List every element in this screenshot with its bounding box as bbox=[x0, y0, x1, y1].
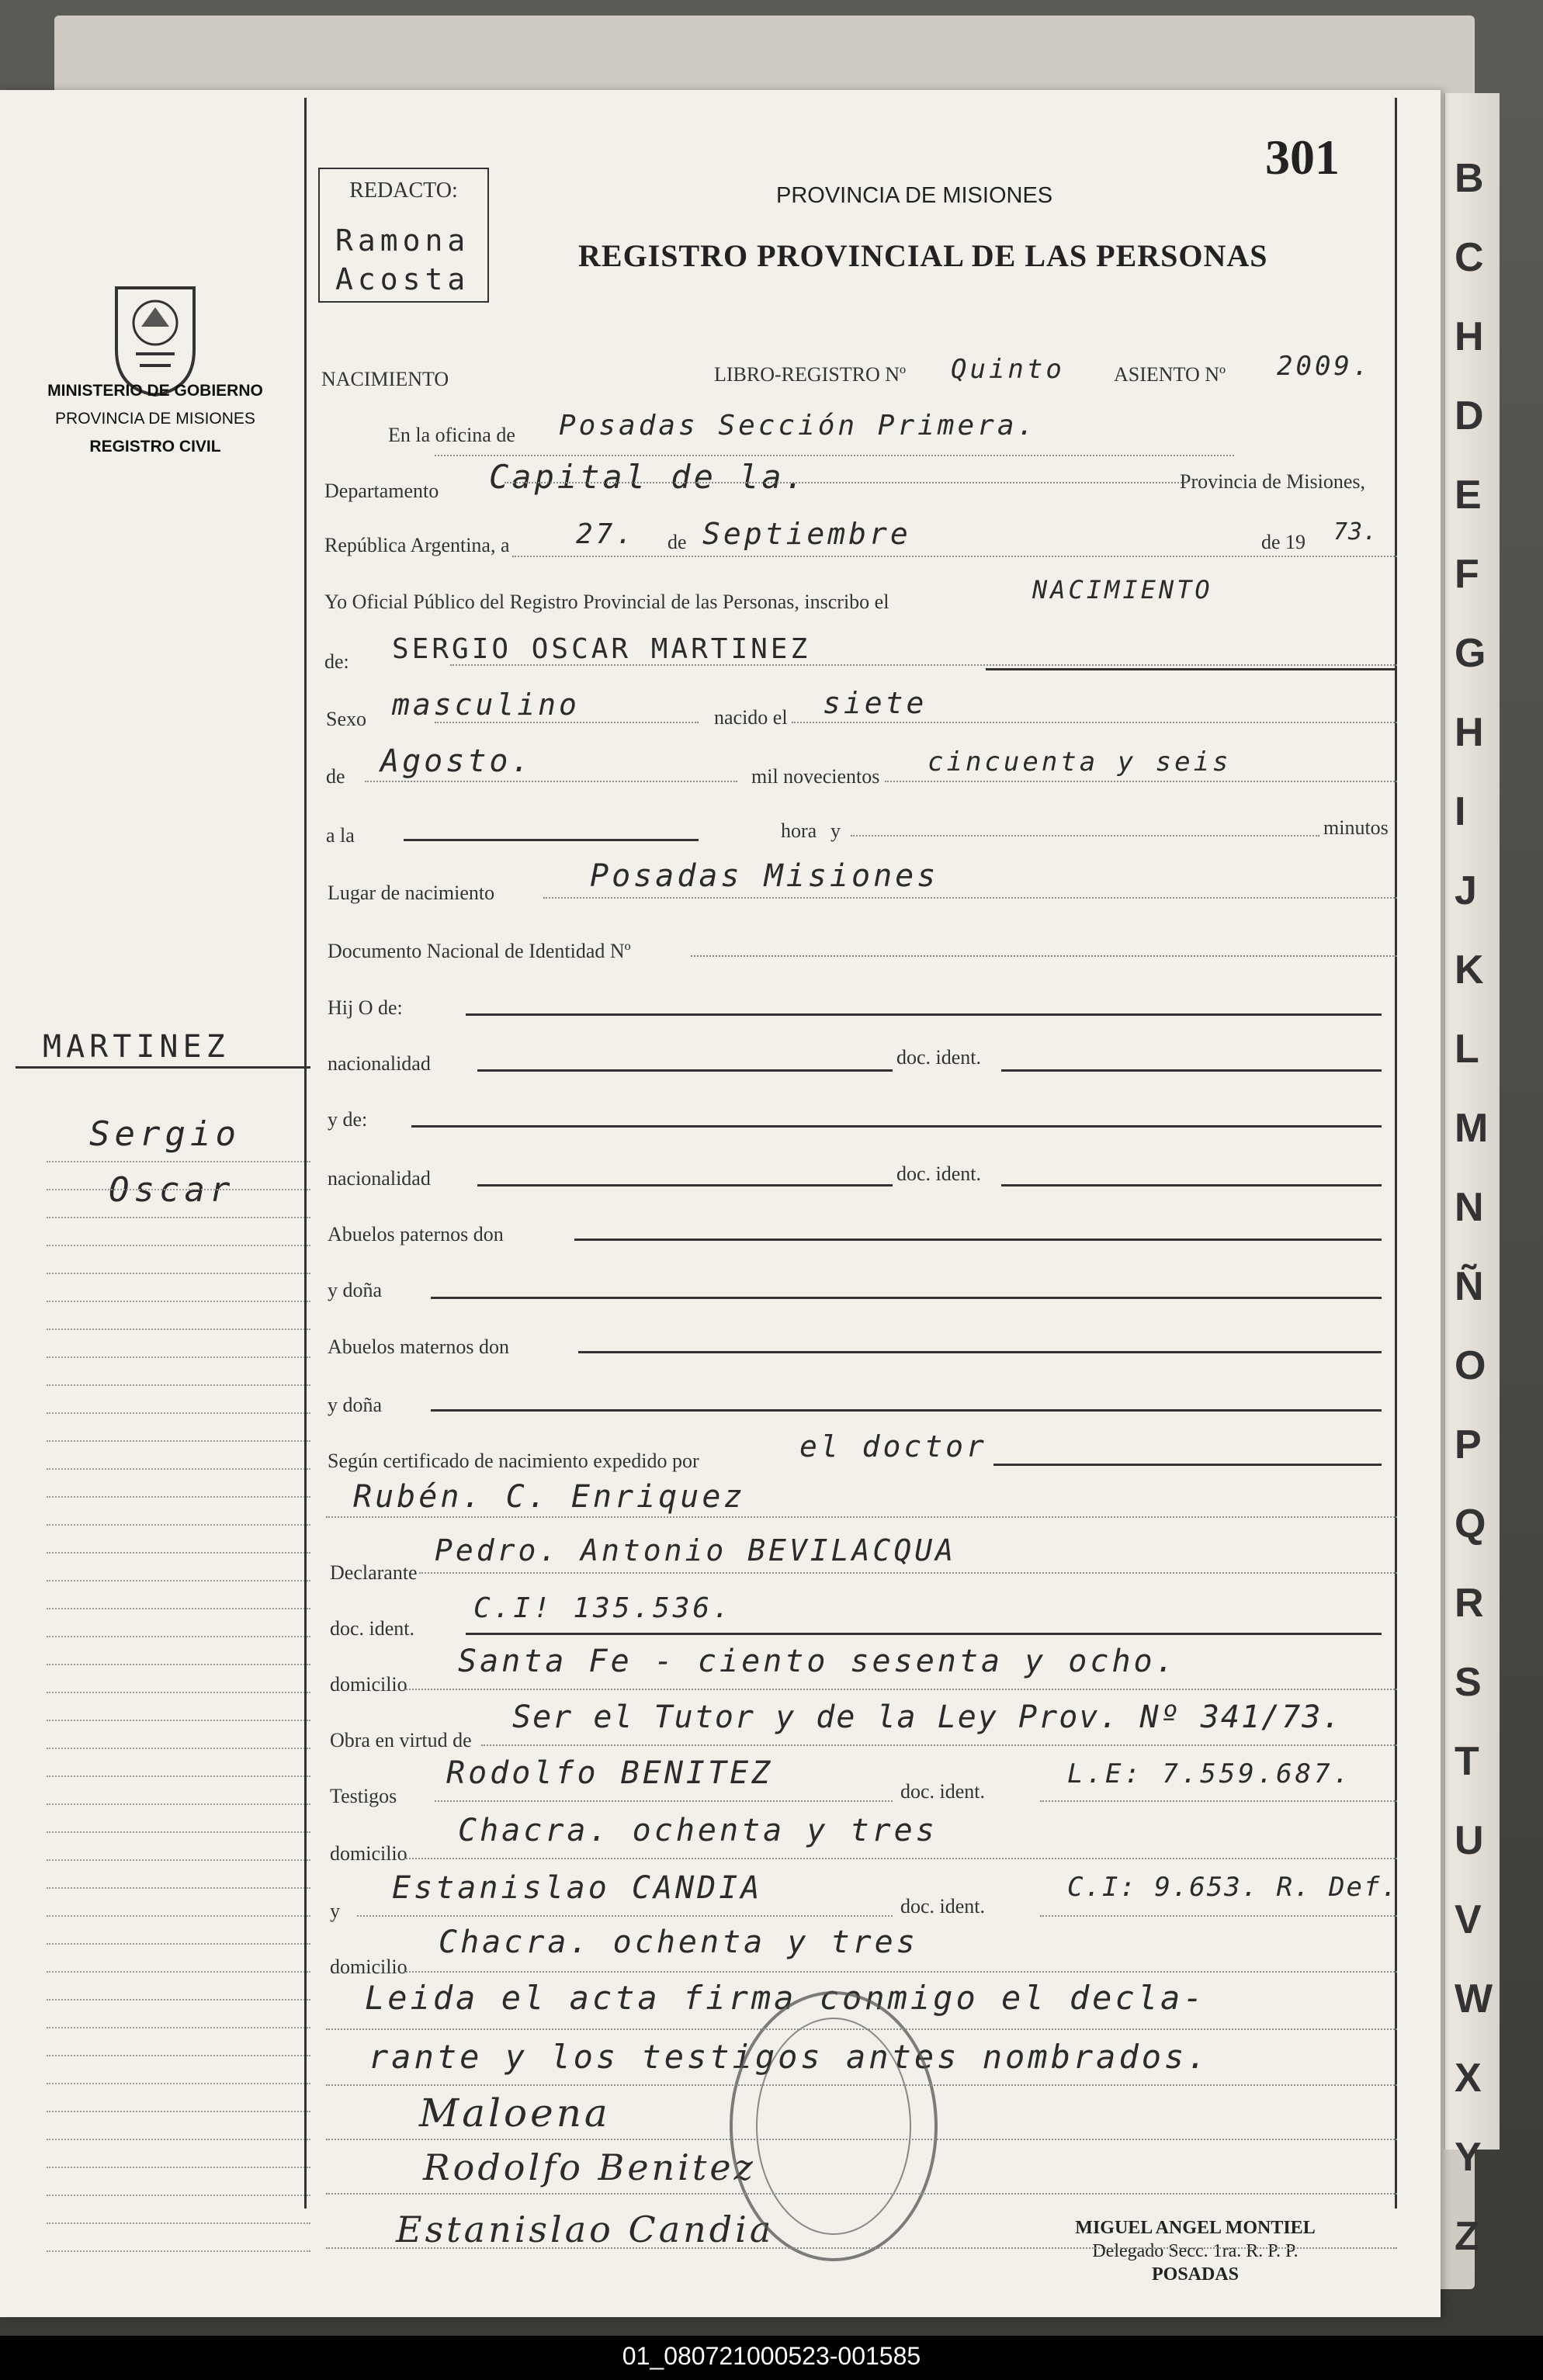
index-tab: P bbox=[1455, 1422, 1482, 1467]
form-rule-line bbox=[986, 668, 1397, 670]
index-tab: L bbox=[1455, 1027, 1479, 1072]
oficina-value: Posadas Sección Primera. bbox=[559, 410, 1038, 442]
doc-ident-label-1: doc. ident. bbox=[896, 1046, 982, 1069]
nacionalidad-label-2: nacionalidad bbox=[328, 1167, 431, 1190]
margin-rule-line bbox=[47, 1971, 310, 1973]
form-rule-line bbox=[326, 2139, 1397, 2140]
margin-rule-line bbox=[47, 2111, 310, 2112]
domicilio-label-1: domicilio bbox=[330, 1673, 407, 1696]
index-tab: Z bbox=[1455, 2214, 1479, 2259]
asiento-label: ASIENTO Nº bbox=[1114, 363, 1226, 386]
form-rule-line bbox=[851, 835, 1319, 837]
index-tab: B bbox=[1455, 156, 1484, 201]
index-tab: C bbox=[1455, 235, 1484, 280]
footer-bar bbox=[0, 2336, 1543, 2380]
form-rule-line bbox=[1040, 1800, 1397, 1802]
declarante-doc: C.I! 135.536. bbox=[473, 1592, 733, 1624]
testigos-label: Testigos bbox=[330, 1785, 397, 1807]
official-name: MIGUEL ANGEL MONTIEL bbox=[1075, 2218, 1316, 2238]
index-tab: R bbox=[1455, 1581, 1484, 1626]
index-tab: U bbox=[1455, 1818, 1484, 1863]
index-tab: V bbox=[1455, 1897, 1482, 1942]
month-value: Septiembre bbox=[702, 517, 911, 551]
margin-rule-line bbox=[47, 2083, 310, 2084]
margin-rule-line bbox=[47, 1356, 310, 1358]
ydona-label-1: y doña bbox=[328, 1279, 383, 1301]
form-rule-line bbox=[435, 722, 699, 723]
index-tab: J bbox=[1455, 868, 1477, 913]
official-block bbox=[1032, 2216, 1358, 2286]
day-value: 27. bbox=[576, 518, 636, 550]
signature-declarante: Maloena bbox=[419, 2091, 611, 2136]
margin-rule-line bbox=[47, 2167, 310, 2168]
form-rule-line bbox=[481, 1744, 1397, 1746]
form-rule-line bbox=[435, 1800, 893, 1802]
margin-rule-line bbox=[47, 1329, 310, 1330]
form-rule-line bbox=[411, 1125, 1382, 1128]
departamento-value: Capital de la. bbox=[489, 458, 808, 496]
act-type-label: NACIMIENTO bbox=[321, 368, 449, 390]
form-rule-line bbox=[419, 1572, 1397, 1574]
registered-name: SERGIO OSCAR MARTINEZ bbox=[392, 633, 811, 665]
domicilio-label-3: domicilio bbox=[330, 1956, 407, 1978]
obra-label: Obra en virtud de bbox=[330, 1729, 472, 1751]
redacto-label: REDACTO: bbox=[349, 178, 458, 203]
form-rule-line bbox=[543, 897, 1397, 899]
form-rule-line bbox=[404, 1971, 1397, 1973]
form-rule-line bbox=[357, 1915, 893, 1917]
margin-rule-line bbox=[47, 1412, 310, 1414]
domicilio-label-2: domicilio bbox=[330, 1842, 407, 1865]
doc-ident-label-3: doc. ident. bbox=[330, 1617, 415, 1640]
hijo-label: Hij O de: bbox=[328, 996, 403, 1019]
index-tab: N bbox=[1455, 1185, 1484, 1230]
margin-rule-line bbox=[47, 1748, 310, 1749]
index-tab: M bbox=[1455, 1106, 1489, 1151]
margin-rule-line bbox=[47, 2027, 310, 2028]
form-rule-line bbox=[578, 1351, 1382, 1353]
margin-rule-line bbox=[47, 1831, 310, 1833]
index-tab: X bbox=[1455, 2056, 1482, 2101]
margin-rule-line bbox=[47, 1301, 310, 1302]
index-tab: D bbox=[1455, 393, 1484, 438]
lugar-value: Posadas Misiones bbox=[590, 858, 939, 894]
declarante-value: Pedro. Antonio BEVILACQUA bbox=[435, 1533, 956, 1568]
republica-label: República Argentina, a bbox=[324, 534, 510, 556]
libro-label: LIBRO-REGISTRO Nº bbox=[714, 363, 907, 386]
nacido-value: siete bbox=[823, 686, 928, 720]
abuelos-maternos-label: Abuelos maternos don bbox=[328, 1336, 509, 1358]
month2-value: Agosto. bbox=[380, 743, 533, 779]
form-rule-line bbox=[365, 781, 737, 782]
margin-rule-line bbox=[47, 1580, 310, 1581]
form-rule-line bbox=[466, 1013, 1382, 1016]
redacto-name-2: Acosta bbox=[335, 262, 470, 296]
domicilio-value-3: Chacra. ochenta y tres bbox=[439, 1924, 918, 1960]
official-city: POSADAS bbox=[1151, 2264, 1240, 2285]
form-rule-line bbox=[326, 2247, 1397, 2249]
signature-testigo-1: Rodolfo Benitez bbox=[423, 2146, 756, 2188]
redacto-name-1: Ramona bbox=[335, 223, 470, 258]
form-rule-line bbox=[404, 1689, 1397, 1690]
margin-rule-line bbox=[47, 1245, 310, 1246]
form-rule-line bbox=[326, 2028, 1397, 2030]
margin-given-name-2: Oscar bbox=[109, 1170, 235, 1210]
ministry-heading bbox=[16, 377, 295, 461]
margin-rule-line bbox=[47, 2195, 310, 2196]
form-rule-line bbox=[993, 1464, 1382, 1466]
index-tab: H bbox=[1455, 710, 1484, 755]
sexo-label: Sexo bbox=[326, 708, 366, 730]
margin-rule-line bbox=[47, 1524, 310, 1526]
hora-label: hora bbox=[781, 819, 817, 842]
oficina-label: En la oficina de bbox=[388, 424, 515, 446]
margin-rule-line bbox=[47, 1859, 310, 1861]
index-tab: G bbox=[1455, 631, 1486, 676]
form-rule-line bbox=[326, 2193, 1397, 2195]
domicilio-value-2: Chacra. ochenta y tres bbox=[458, 1813, 938, 1848]
de-name-label: de: bbox=[324, 650, 349, 673]
libro-value: Quinto bbox=[951, 354, 1065, 385]
index-tab: E bbox=[1455, 473, 1482, 518]
year-value: 73. bbox=[1333, 518, 1378, 546]
margin-given-name-1: Sergio bbox=[89, 1114, 241, 1154]
form-rule-line bbox=[404, 1858, 1397, 1859]
official-stamp bbox=[730, 1991, 938, 2261]
declarante-label: Declarante bbox=[330, 1561, 418, 1584]
index-tab: Q bbox=[1455, 1502, 1486, 1547]
margin-rule-line bbox=[47, 1552, 310, 1554]
official-role: Delegado Secc. 1ra. R. P. P. bbox=[1092, 2241, 1299, 2261]
doc-ident-label-4: doc. ident. bbox=[900, 1780, 986, 1803]
ala-label: a la bbox=[326, 824, 355, 847]
margin-rule-line bbox=[47, 1999, 310, 2001]
documento-label: Documento Nacional de Identidad Nº bbox=[328, 940, 631, 962]
margin-rule-line bbox=[47, 1496, 310, 1498]
index-tab: Ñ bbox=[1455, 1264, 1484, 1309]
lugar-label: Lugar de nacimiento bbox=[328, 882, 495, 904]
margin-rule-line bbox=[47, 1468, 310, 1470]
sexo-value: masculino bbox=[392, 688, 580, 722]
y2-label: y bbox=[330, 1900, 340, 1922]
ministry-line-3: REGISTRO CIVIL bbox=[89, 438, 221, 456]
margin-rule-line bbox=[47, 1943, 310, 1945]
form-rule-line bbox=[512, 556, 1397, 557]
margin-rule-left bbox=[304, 98, 307, 2209]
margin-rule-line bbox=[47, 2055, 310, 2056]
margin-rule-line bbox=[47, 1692, 310, 1693]
form-rule-line bbox=[1001, 1184, 1382, 1187]
registry-title: REGISTRO PROVINCIAL DE LAS PERSONAS bbox=[578, 238, 1268, 273]
form-rule-line bbox=[404, 839, 699, 841]
index-tab: K bbox=[1455, 947, 1484, 993]
mil-label: mil novecientos bbox=[751, 765, 880, 788]
redacto-box bbox=[318, 168, 489, 303]
page-number: 301 bbox=[1265, 130, 1340, 185]
margin-rule-line bbox=[47, 1273, 310, 1274]
obra-value: Ser el Tutor y de la Ley Prov. Nº 341/73. bbox=[512, 1699, 1343, 1735]
nacido-label: nacido el bbox=[714, 706, 788, 729]
form-rule-line bbox=[326, 1516, 1397, 1518]
de-label: de bbox=[667, 531, 687, 553]
yde-label: y de: bbox=[328, 1108, 368, 1131]
index-tabs bbox=[1444, 93, 1500, 2259]
margin-rule-line bbox=[47, 1664, 310, 1665]
left-margin-column bbox=[0, 90, 310, 2317]
testigo2-value: Estanislao CANDIA bbox=[392, 1870, 763, 1906]
margin-rule-line bbox=[47, 1915, 310, 1917]
form-rule-line bbox=[1001, 1069, 1382, 1072]
closing-line-1: Leida el acta firma conmigo el decla- bbox=[365, 1979, 1206, 2017]
yo-oficial-text: Yo Oficial Público del Registro Provincial de las Personas, inscribo el bbox=[324, 591, 889, 613]
margin-rule-line bbox=[47, 1384, 310, 1386]
nacionalidad-label-1: nacionalidad bbox=[328, 1052, 431, 1075]
margin-rule-line bbox=[47, 1636, 310, 1637]
margin-rule-line bbox=[47, 1161, 310, 1162]
margin-surname: MARTINEZ bbox=[43, 1029, 230, 1065]
form-rule-line bbox=[431, 1297, 1382, 1299]
inscribo-value: NACIMIENTO bbox=[1032, 575, 1213, 605]
departamento-label: Departamento bbox=[324, 480, 439, 502]
doctor-value: Rubén. C. Enriquez bbox=[353, 1479, 746, 1515]
form-rule-line bbox=[435, 455, 1234, 456]
testigo1-doc: L.E: 7.559.687. bbox=[1067, 1758, 1353, 1789]
form-rule-line bbox=[885, 781, 1397, 782]
form-rule-line bbox=[466, 1633, 1382, 1635]
margin-rule-line bbox=[47, 1189, 310, 1190]
margin-rule-line bbox=[47, 1887, 310, 1889]
margin-rule-line bbox=[47, 1720, 310, 1721]
margin-rule-line bbox=[47, 2250, 310, 2252]
mil-value: cincuenta y seis bbox=[928, 747, 1232, 778]
form-rule-line bbox=[326, 2084, 1397, 2086]
province-heading: PROVINCIA DE MISIONES bbox=[776, 183, 1053, 208]
doc-ident-label-2: doc. ident. bbox=[896, 1162, 982, 1185]
margin-rule-line bbox=[47, 1608, 310, 1609]
segun-label: Según certificado de nacimiento expedido por bbox=[328, 1450, 699, 1472]
footer-id: 01_080721000523-001585 bbox=[622, 2342, 921, 2370]
domicilio-value-1: Santa Fe - ciento sesenta y ocho. bbox=[458, 1644, 1177, 1679]
form-rule-line bbox=[477, 1184, 893, 1187]
ydona-label-2: y doña bbox=[328, 1394, 383, 1416]
form-rule-line bbox=[792, 722, 1397, 723]
form-rule-line bbox=[505, 482, 1188, 483]
testigo1-value: Rodolfo BENITEZ bbox=[446, 1755, 774, 1791]
form-rule-line bbox=[574, 1239, 1382, 1241]
index-tab: O bbox=[1455, 1343, 1486, 1388]
margin-rule-line bbox=[47, 1440, 310, 1442]
margin-rule-line bbox=[47, 1217, 310, 1218]
asiento-value: 2009. bbox=[1277, 351, 1372, 382]
year-label: de 19 bbox=[1261, 531, 1306, 553]
form-rule-line bbox=[1040, 1915, 1397, 1917]
form-rule-line bbox=[431, 1409, 1382, 1412]
register-page bbox=[0, 90, 1441, 2317]
ministry-line-1: MINISTERIO DE GOBIERNO bbox=[47, 382, 263, 400]
abuelos-paternos-label: Abuelos paternos don bbox=[328, 1223, 504, 1245]
segun-value: el doctor bbox=[799, 1429, 987, 1464]
de2-label: de bbox=[326, 765, 345, 788]
index-tab: T bbox=[1455, 1739, 1479, 1784]
testigo2-doc: C.I: 9.653. R. Def. bbox=[1067, 1872, 1399, 1903]
signature-testigo-2: Estanislao Candia bbox=[396, 2209, 775, 2250]
index-tab: W bbox=[1455, 1976, 1493, 2021]
margin-rule-line bbox=[47, 1803, 310, 1805]
y-label: y bbox=[830, 819, 841, 842]
margin-rule-line bbox=[47, 2222, 310, 2224]
form-rule-line bbox=[477, 1069, 893, 1072]
ministry-line-2: PROVINCIA DE MISIONES bbox=[55, 410, 255, 428]
margin-rule-line bbox=[47, 2139, 310, 2140]
minutos-label: minutos bbox=[1323, 816, 1389, 839]
form-rule-line bbox=[450, 664, 1397, 666]
index-tab: Y bbox=[1455, 2135, 1482, 2180]
form-rule-line bbox=[691, 955, 1397, 957]
index-tab: I bbox=[1455, 789, 1466, 834]
doc-ident-label-5: doc. ident. bbox=[900, 1895, 986, 1918]
index-tab: F bbox=[1455, 552, 1479, 597]
closing-line-2: rante y los testigos antes nombrados. bbox=[369, 2038, 1210, 2076]
margin-rule-line bbox=[47, 1775, 310, 1777]
index-tab: S bbox=[1455, 1660, 1482, 1705]
provincia-label: Provincia de Misiones, bbox=[1180, 470, 1366, 493]
index-tab: H bbox=[1455, 314, 1484, 359]
